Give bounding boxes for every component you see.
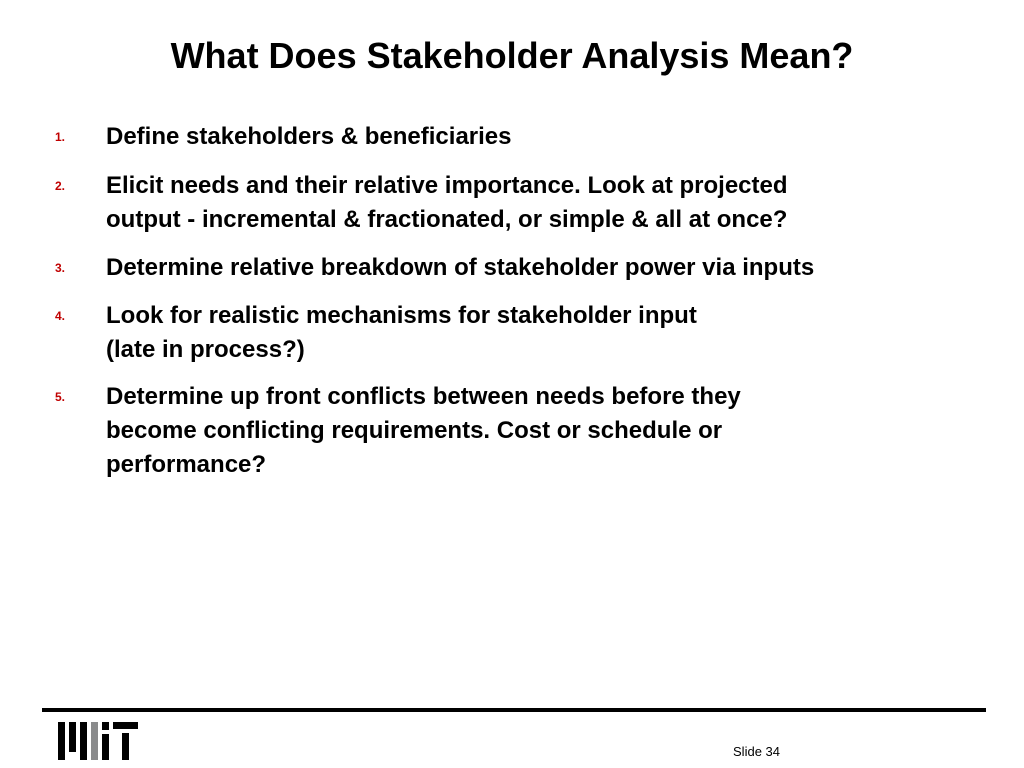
- list-item-text: [106, 299, 1006, 367]
- list-item-number: 4.: [55, 309, 66, 323]
- list-item-text: [106, 251, 1006, 285]
- list-item-number: 1.: [55, 130, 66, 144]
- list-item-text: [106, 120, 1006, 154]
- list-item-line: become conflicting requirements. Cost or schedule or: [106, 417, 723, 444]
- list-item-line: Define stakeholders & beneficiaries: [106, 123, 512, 150]
- list-item-line: performance?: [106, 451, 267, 478]
- list-item-line: Look for realistic mechanisms for stakeholder input: [106, 302, 697, 329]
- list-item-number: 3.: [55, 261, 66, 275]
- slide-title: What Does Stakeholder Analysis Mean?: [170, 35, 854, 76]
- list-item-number: 5.: [55, 390, 66, 404]
- list-item-number: 2.: [55, 179, 66, 193]
- list-item-line: output - incremental & fractionated, or simple & all at once?: [106, 206, 788, 233]
- list-item-text: [106, 169, 1006, 237]
- footer-divider: [42, 708, 986, 712]
- mit-logo-icon: [58, 722, 138, 760]
- list-item-text: [106, 380, 1006, 482]
- list-item-line: (late in process?): [106, 336, 305, 363]
- list-item-line: Determine relative breakdown of stakeholder power via inputs: [106, 254, 815, 281]
- slide-number: Slide 34: [733, 744, 780, 759]
- list-item-line: Determine up front conflicts between needs before they: [106, 383, 741, 410]
- list-item-line: Elicit needs and their relative importance. Look at projected: [106, 172, 788, 199]
